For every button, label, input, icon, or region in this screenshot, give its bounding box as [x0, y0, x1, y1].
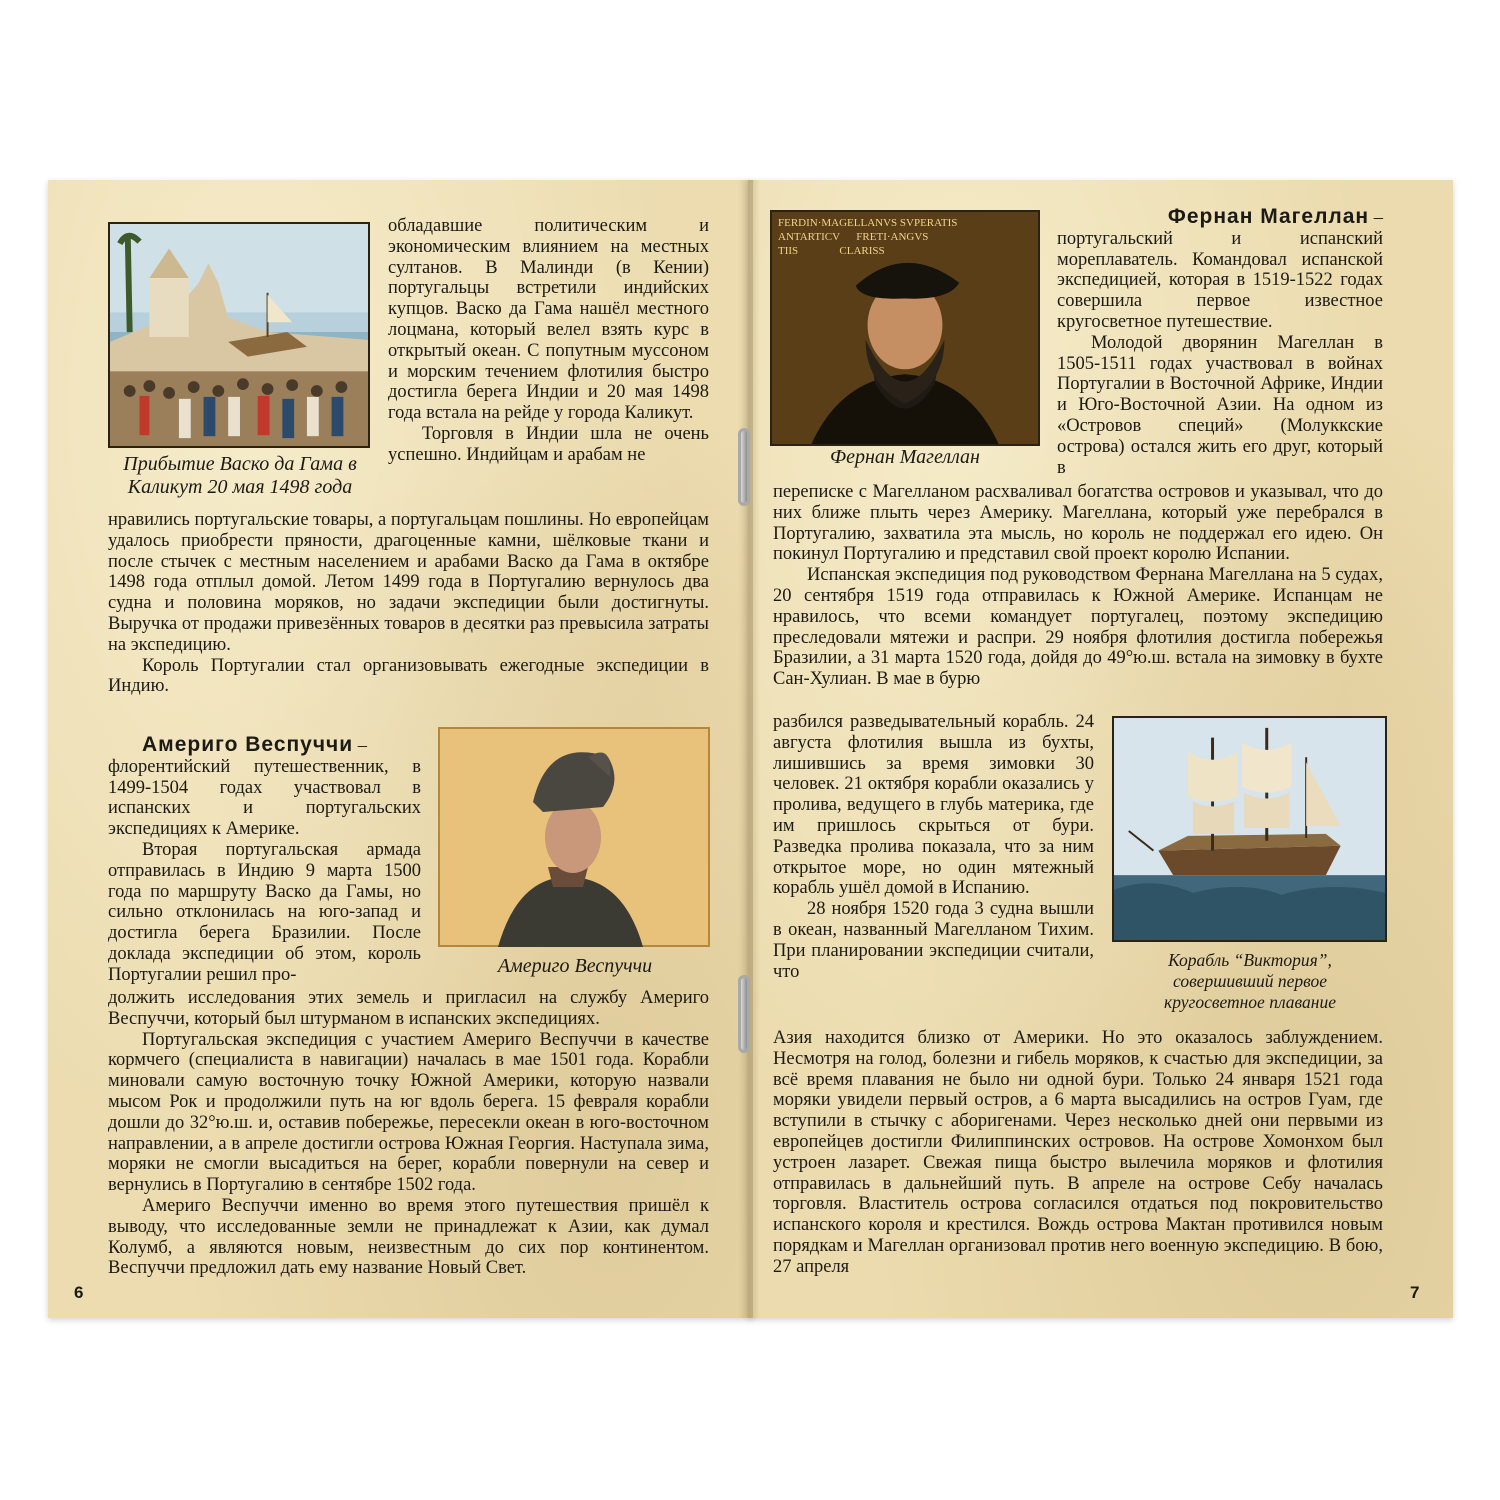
conclusion-paragraph: Америго Веспуччи именно во время этого путешествия пришёл к выводу, что исследованные земли не принадлежат к Азии, как думал Колумб, а являются новым, неизвестным до сих пор континентом. Веспуччи предложил дать ему название Новый Свет. — [108, 1195, 709, 1279]
vasco-caption-line1: Прибытие Васко да Гама в — [123, 453, 357, 475]
magellan-text — [773, 482, 1383, 690]
november-paragraph-rest: Азия находится близко от Америки. Но это оказалось заблуждением. Несмотря на голод, болезни и гибель моряков, к счастью для экспедиции, за всё время плавания не было ни одной бури. Только 24 января 1521 года моряки увидели первый остров, а 6 марта высадились на остров Гуам, где вступили в стычку с аборигенами. Через несколько дней они первыми из европейцев достигли Филиппинских островов. На острове Хомонхом был устроен лазарет. Свежая пища быстро вылечила моряков и флотилия отправилась в дальнейший путь. В апреле на острове Себу началась торговля. Властитель острова согласился отдаться под покровительство испанского короля и крестился. Вождь острова Мактан противился новым порядкам и Магеллан организовал против него военную экспедицию. В бою, 27 апреля — [773, 1028, 1383, 1277]
trade-paragraph-start: Торговля в Индии шла не очень успешно. Индийцам и арабам не — [388, 423, 709, 465]
inscription-line3: TIIS CLARISS — [778, 245, 885, 257]
vespucci-heading-dash: – — [353, 736, 368, 756]
vasco-caption-line2: Каликут 20 мая 1498 года — [127, 476, 353, 498]
vespucci-caption: Америго Веспуччи — [497, 955, 653, 977]
amerigo-vespucci-portrait-icon — [438, 727, 710, 947]
armada-paragraph-rest: должить исследования этих земель и пригласил на службу Америго Веспуччи, который был штурманом в испанских экспедициях. — [108, 988, 709, 1029]
vespucci-column-text — [108, 735, 421, 986]
november-text — [773, 1028, 1383, 1278]
vespucci-text — [108, 988, 709, 1279]
staple-top — [738, 428, 750, 506]
magellan-intro: португальский и испанский мореплаватель. Командовал испанской экспедицией, которая в 1519-1522 годах совершила первое известное кругосветное путешествие. — [1057, 228, 1383, 332]
ship-caption-line1: Корабль “Виктория”, — [1168, 950, 1332, 970]
page-number-left: 6 — [74, 1283, 84, 1302]
inscription-line1: FERDIN·MAGELLANVS SVPERATIS — [778, 217, 958, 229]
expedition-paragraph: Португальская экспедиция с участием Америго Веспуччи в качестве кормчего (специалиста в навигации) началась в мае 1501 года. Корабли миновали самую восточную точку Южной Америки, которую назвали мысом Рок и продолжили путь на юг вдоль берега. 15 февраля корабли дошли до 32°ю.ш. и, оставив побережье, пересекли океан в юго-восточном направлении, а в апреле достигли острова Южная Георгия. Наступала зима, моряки не смогли высадиться на берег, корабли повернули на север и вернулись в Португалию в сентябре 1502 года. — [108, 1029, 709, 1196]
spine-shadow-right — [748, 180, 760, 1318]
storm-column-text — [773, 712, 1094, 982]
spanish-paragraph: Испанская экспедиция под руководством Фернана Магеллана на 5 судах, 20 сентября 1519 года отправилась к Южной Америке. Испанцам не нравилось, что всеми командует португалец, поэтому экспедицию преследовали мятежи и распри. 29 ноября флотилия достигла побережья Бразилии, а 31 марта 1520 года, дойдя до 49°ю.ш. встала на зимовку в бухте Сан-Хулиан. В мае в бурю — [773, 565, 1383, 690]
trade-paragraph-rest: нравились португальские товары, а португальцам пошлины. Но европейцам удалось приобрести пряности, драгоценные камни, шёлковые ткани и после стычек с местным населением и арабами Васко да Гама в октябре 1498 года отплыл домой. Летом 1499 года в Португалию вернулось два судна и половина моряков, но задачи экспедиции были достигнуты. Выручка от продажи привезённых товаров в десятки раз превысила затраты на экспедицию. — [108, 510, 709, 655]
vasco-column-text — [388, 216, 709, 466]
magellan-caption: Фернан Магеллан — [830, 446, 980, 468]
magellan-inscription — [778, 216, 957, 258]
storm-paragraph: разбился разведывательный корабль. 24 августа флотилия вышла из бухты, лишившись за время зимовки 30 человек. 21 октября корабли оказались у пролива, ведущего в глубь материка, где им пришлось скрыться от бури. Разведка пролива показала, что за ним открытое море, но один мятежный корабль ушёл домой в Испанию. — [773, 712, 1094, 899]
vasco-column-paragraph: обладавшие политическим и экономическим влиянием на местных султанов. В Малинди (в Кении) португальцы встретили индийских купцов. Васко да Гама нашёл местного лоцмана, который велел взять курс в открытый океан. С попутным муссоном и морским течением флотилия быстро достигла берега Индии и 20 мая 1498 года встала на рейде у города Каликут. — [388, 216, 709, 424]
ship-caption-line2: совершивший первое — [1173, 971, 1327, 991]
november-paragraph-start: 28 ноября 1520 года 3 судна вышли в океан, названный Магелланом Тихим. При планировании экспедиции считали, что — [773, 899, 1094, 982]
vasco-caption — [100, 453, 380, 499]
vespucci-heading: Америго Веспуччи — [142, 733, 354, 756]
inscription-line2: ANTARTICV FRETI·ANGVS — [778, 231, 929, 243]
vasco-da-gama-arrival-painting-icon — [108, 222, 370, 448]
armada-paragraph-start: Вторая португальская армада отправилась в Индию 9 марта 1500 года по маршруту Васко да Гамы, но сильно отклонилась на юго-запад и достигла берега Бразилии. После доклада экспедиции об этом, король Португалии решил про- — [108, 839, 421, 985]
magellan-heading-line — [1057, 207, 1383, 229]
vespucci-heading-line — [108, 735, 421, 757]
young-paragraph-rest: переписке с Магелланом расхваливал богатства островов и указывал, что до них ближе плыть через Америку. Магеллана, который уже перебрался в Португалию, захватила эта мысль, но король не поддержал его идею. Он покинул Португалию и представил свой проект королю Испании. — [773, 482, 1383, 565]
magellan-heading-dash: – — [1369, 208, 1383, 228]
magellan-column-text — [1057, 207, 1383, 478]
page-number-right: 7 — [1410, 1283, 1420, 1302]
ship-caption-line3: кругосветное плавание — [1164, 992, 1336, 1012]
ship-caption — [1110, 950, 1390, 1013]
trade-text — [108, 510, 709, 697]
young-paragraph-start: Молодой дворянин Магеллан в 1505-1511 годах участвовал в войнах Португалии в Восточной Африке, Индии и Юго-Восточной Азии. На одном из «Островов специй» (Молуккские острова) остался жить его друг, который в — [1057, 332, 1383, 478]
magellan-heading: Фернан Магеллан — [1167, 205, 1370, 228]
staple-bottom — [738, 975, 750, 1053]
magellan-portrait-icon — [770, 210, 1040, 446]
vespucci-intro: флорентийский путешественник, в 1499-1504 годах участвовал в испанских и португальских экспедициях к Америке. — [108, 756, 421, 840]
ship-victoria-painting-icon — [1112, 716, 1387, 942]
king-paragraph: Король Португалии стал организовывать ежегодные экспедиции в Индию. — [108, 655, 709, 697]
